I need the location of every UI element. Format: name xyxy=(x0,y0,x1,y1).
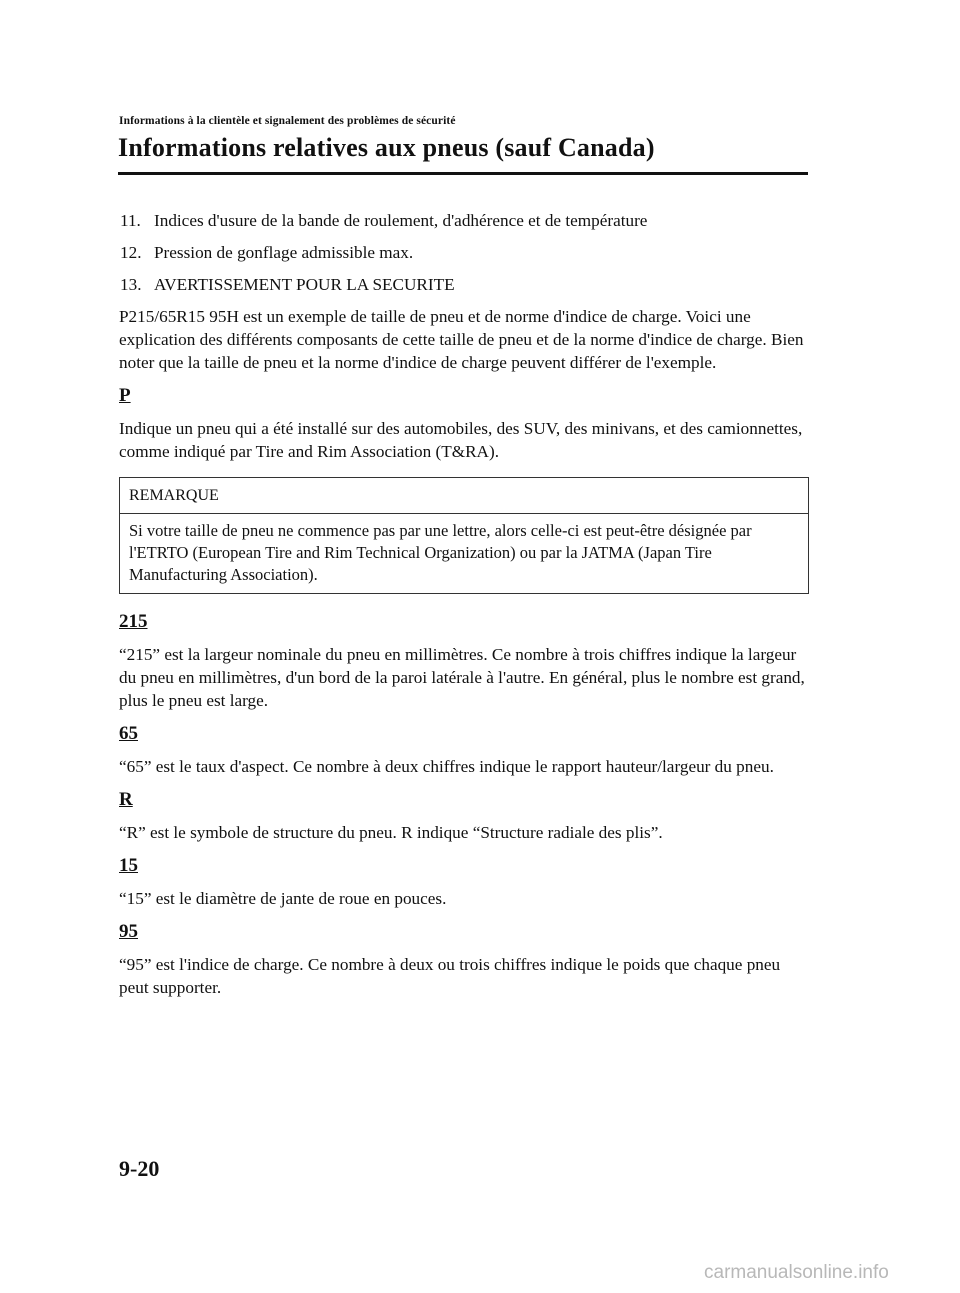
intro-paragraph: P215/65R15 95H est un exemple de taille de pneu et de norme d'indice de charge. Voici une explication des différents composants de cette taille de pneu et de la norme d'indice de charge. Bien noter que la taille de pneu et la norme d'indice de charge peuvent différer de l'exemple. xyxy=(119,307,804,372)
term-65-text: “65” est le taux d'aspect. Ce nombre à deux chiffres indique le rapport hauteur/largeur du pneu. xyxy=(119,757,774,776)
term-65-heading: 65 xyxy=(119,723,138,744)
list-text: Indices d'usure de la bande de roulement, d'adhérence et de température xyxy=(154,211,648,230)
term-95-heading: 95 xyxy=(119,921,138,942)
list-text: AVERTISSEMENT POUR LA SECURITE xyxy=(154,275,455,294)
term-95-text: “95” est l'indice de charge. Ce nombre à deux ou trois chiffres indique le poids que chaque pneu peut supporter. xyxy=(119,955,781,997)
list-number: 11. xyxy=(120,211,141,230)
list-item xyxy=(119,241,809,264)
page-content xyxy=(119,209,809,1008)
title-rule xyxy=(118,172,808,175)
note-heading: REMARQUE xyxy=(120,478,808,514)
page-number: 9-20 xyxy=(119,1156,160,1181)
list-text: Pression de gonflage admissible max. xyxy=(154,243,414,262)
term-r-text: “R” est le symbole de structure du pneu. R indique “Structure radiale des plis”. xyxy=(119,823,663,842)
term-15-text: “15” est le diamètre de jante de roue en pouces. xyxy=(119,889,447,908)
term-p-heading: P xyxy=(119,385,131,406)
note-text: Si votre taille de pneu ne commence pas par une lettre, alors celle-ci est peut-être désignée par l'ETRTO (European Tire and Rim Technical Organization) ou par la JATMA (Japan Tire Manufacturing Association). xyxy=(129,521,752,584)
running-head: Informations à la clientèle et signalement des problèmes de sécurité xyxy=(119,115,456,127)
list-item xyxy=(119,209,809,232)
section-title: Informations relatives aux pneus (sauf Canada) xyxy=(118,133,655,162)
list-item xyxy=(119,273,809,296)
term-p-text: Indique un pneu qui a été installé sur des automobiles, des SUV, des minivans, et des camionnettes, comme indiqué par Tire and Rim Association (T&RA). xyxy=(119,419,803,461)
watermark[interactable]: carmanualsonline.info xyxy=(704,1262,889,1283)
list-number: 13. xyxy=(120,275,142,294)
term-215-text: “215” est la largeur nominale du pneu en millimètres. Ce nombre à trois chiffres indique la largeur du pneu en millimètres, d'un bord de la paroi latérale à l'autre. En général, plus le nombre est grand, plus le pneu est large. xyxy=(119,645,805,710)
note-box xyxy=(119,477,809,594)
term-215-heading: 215 xyxy=(119,611,148,632)
term-r-heading: R xyxy=(119,789,133,810)
list-number: 12. xyxy=(120,243,142,262)
term-15-heading: 15 xyxy=(119,855,138,876)
